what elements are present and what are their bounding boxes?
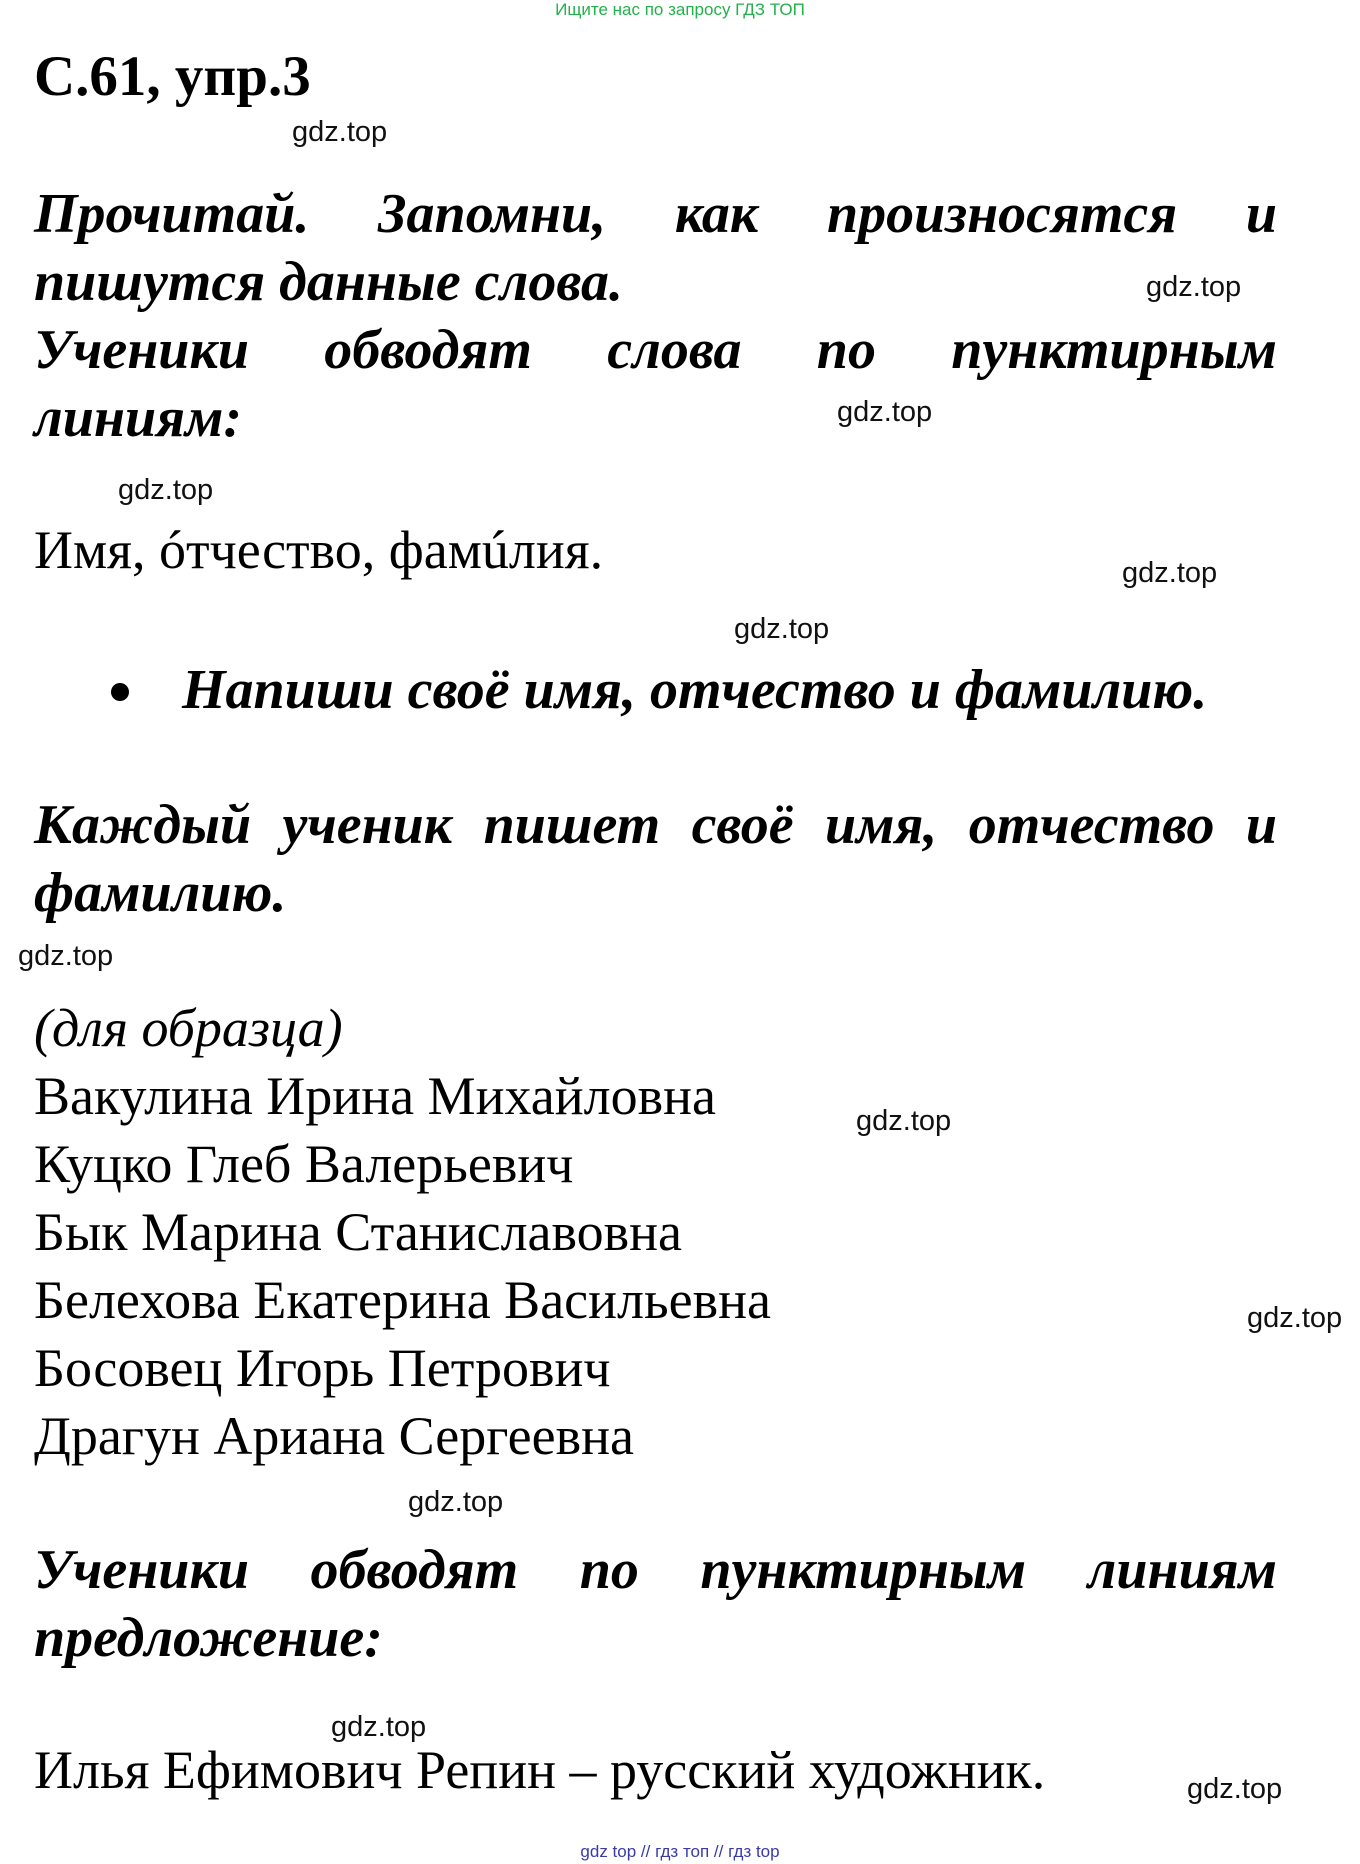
task2-line2: линиям: bbox=[34, 387, 242, 449]
watermark: gdz.top bbox=[1146, 271, 1242, 303]
list-item: Вакулина Ирина Михайловна bbox=[34, 1066, 716, 1126]
task1-line1: Прочитай. Запомни, как произносятся и bbox=[34, 183, 1277, 245]
answer-line1: Каждый ученик пишет своё имя, отчество и bbox=[34, 794, 1277, 856]
watermark: gdz.top bbox=[292, 116, 388, 148]
list-item: Куцко Глеб Валерьевич bbox=[34, 1134, 574, 1194]
task1-line2: пишутся данные слова. bbox=[34, 251, 623, 313]
task3-line2: предложение: bbox=[34, 1607, 383, 1669]
watermark: gdz.top bbox=[331, 1711, 427, 1743]
watermark: gdz.top bbox=[118, 474, 214, 506]
watermark: gdz.top bbox=[18, 940, 114, 972]
list-item: Босовец Игорь Петрович bbox=[34, 1338, 611, 1398]
top-search-banner: Ищите нас по запросу ГДЗ ТОП bbox=[555, 0, 805, 19]
watermark: gdz.top bbox=[1122, 557, 1218, 589]
list-item: Драгун Ариана Сергеевна bbox=[34, 1406, 634, 1466]
watermark: gdz.top bbox=[1247, 1302, 1343, 1334]
names-list bbox=[34, 1062, 771, 1470]
sample-label: (для образца) bbox=[34, 998, 343, 1058]
watermark: gdz.top bbox=[1187, 1773, 1283, 1805]
task3-line1: Ученики обводят по пунктирным линиям bbox=[34, 1539, 1277, 1601]
task2-line1: Ученики обводят слова по пунктирным bbox=[34, 319, 1277, 381]
list-item: Бык Марина Станиславовна bbox=[34, 1202, 682, 1262]
footer-links[interactable]: gdz top // гдз топ // гдз top bbox=[580, 1842, 780, 1861]
bullet-task: Напиши своё имя, отчество и фамилию. bbox=[182, 659, 1208, 721]
watermark: gdz.top bbox=[408, 1486, 504, 1518]
watermark: gdz.top bbox=[856, 1105, 952, 1137]
answer-line2: фамилию. bbox=[34, 862, 287, 924]
bullet-icon bbox=[111, 683, 129, 701]
page-title: С.61, упр.3 bbox=[34, 45, 311, 108]
watermark: gdz.top bbox=[734, 613, 830, 645]
watermark: gdz.top bbox=[837, 396, 933, 428]
list-item: Белехова Екатерина Васильевна bbox=[34, 1270, 771, 1330]
sentence: Илья Ефимович Репин – русский художник. bbox=[34, 1740, 1046, 1800]
words-with-stress: Имя, óтчество, фамúлия. bbox=[34, 520, 604, 580]
